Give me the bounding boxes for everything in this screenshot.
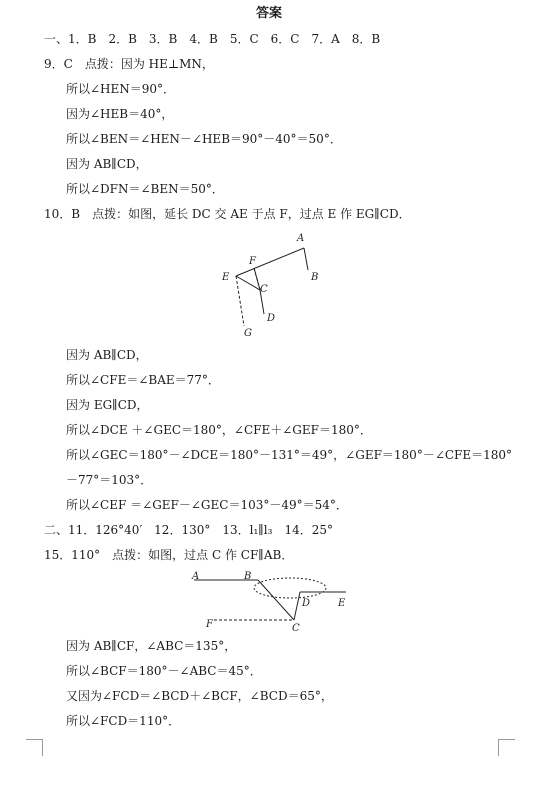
segment-ae bbox=[236, 248, 304, 276]
segment-ab bbox=[304, 248, 308, 270]
label-f: F bbox=[249, 256, 256, 267]
answer-line-choice: 一、1．B 2．B 3．B 4．B 5．C 6．C 7．A 8．B bbox=[44, 32, 381, 46]
label-b: B bbox=[244, 571, 252, 582]
answer-line-fill: 二、11．126°40′ 12．130° 13．l₁∥l₃ 14．25° bbox=[44, 523, 333, 537]
answer-line: 所以∠BCF＝180°－∠ABC＝45°． bbox=[66, 664, 262, 678]
answer-line: 因为∠HEB＝40°， bbox=[66, 107, 174, 121]
label-c: C bbox=[260, 284, 268, 295]
label-a: A bbox=[297, 233, 305, 244]
label-g: G bbox=[244, 328, 252, 339]
segment-eg-dashed bbox=[236, 276, 244, 326]
label-a: A bbox=[192, 571, 200, 582]
label-f: F bbox=[206, 619, 213, 630]
answer-line: 所以∠GEC＝180°－∠DCE＝180°－131°＝49°，∠GEF＝180°－∠CFE＝180° bbox=[66, 448, 513, 462]
answer-line: －77°＝103°． bbox=[66, 473, 153, 487]
answer-line: 因为 AB∥CD， bbox=[66, 157, 148, 171]
label-d: D bbox=[302, 598, 311, 609]
answer-line: 所以∠DCE ＋∠GEC＝180°，∠CFE＋∠GEF＝180°． bbox=[66, 423, 372, 437]
label-e: E bbox=[222, 272, 230, 283]
page-title: 答案 bbox=[255, 6, 282, 21]
answer-line: 所以∠CEF ＝∠GEF－∠GEC＝103°－49°＝54°． bbox=[66, 498, 348, 512]
answer-line: 所以∠CFE＝∠BAE＝77°． bbox=[66, 373, 220, 387]
figure-q15 bbox=[186, 568, 360, 634]
label-b: B bbox=[311, 272, 319, 283]
label-e: E bbox=[338, 598, 346, 609]
label-d: D bbox=[267, 313, 276, 324]
margin-corner-right bbox=[498, 739, 515, 756]
answer-line: 因为 AB∥CD， bbox=[66, 348, 148, 362]
answer-line: 因为 AB∥CF，∠ABC＝135°， bbox=[66, 639, 237, 653]
answer-line: 又因为∠FCD＝∠BCD＋∠BCF，∠BCD＝65°， bbox=[66, 689, 333, 703]
answer-line: 所以∠FCD＝110°． bbox=[66, 714, 181, 728]
label-c: C bbox=[292, 623, 300, 634]
answer-line-q15: 15．110° 点拨：如图，过点 C 作 CF∥AB． bbox=[44, 548, 294, 562]
answer-line: 所以∠BEN＝∠HEN－∠HEB＝90°－40°＝50°． bbox=[66, 132, 342, 146]
answer-line: 因为 EG∥CD， bbox=[66, 398, 149, 412]
answer-line: 所以∠HEN＝90°． bbox=[66, 82, 176, 96]
margin-corner-left bbox=[26, 739, 43, 756]
answer-line-q9: 9．C 点拨：因为 HE⊥MN， bbox=[44, 57, 214, 71]
answer-line-q10: 10．B 点拨：如图，延长 DC 交 AE 于点 F，过点 E 作 EG∥CD． bbox=[44, 207, 411, 221]
answer-line: 所以∠DFN＝∠BEN＝50°． bbox=[66, 182, 224, 196]
figure-q10 bbox=[210, 228, 330, 340]
